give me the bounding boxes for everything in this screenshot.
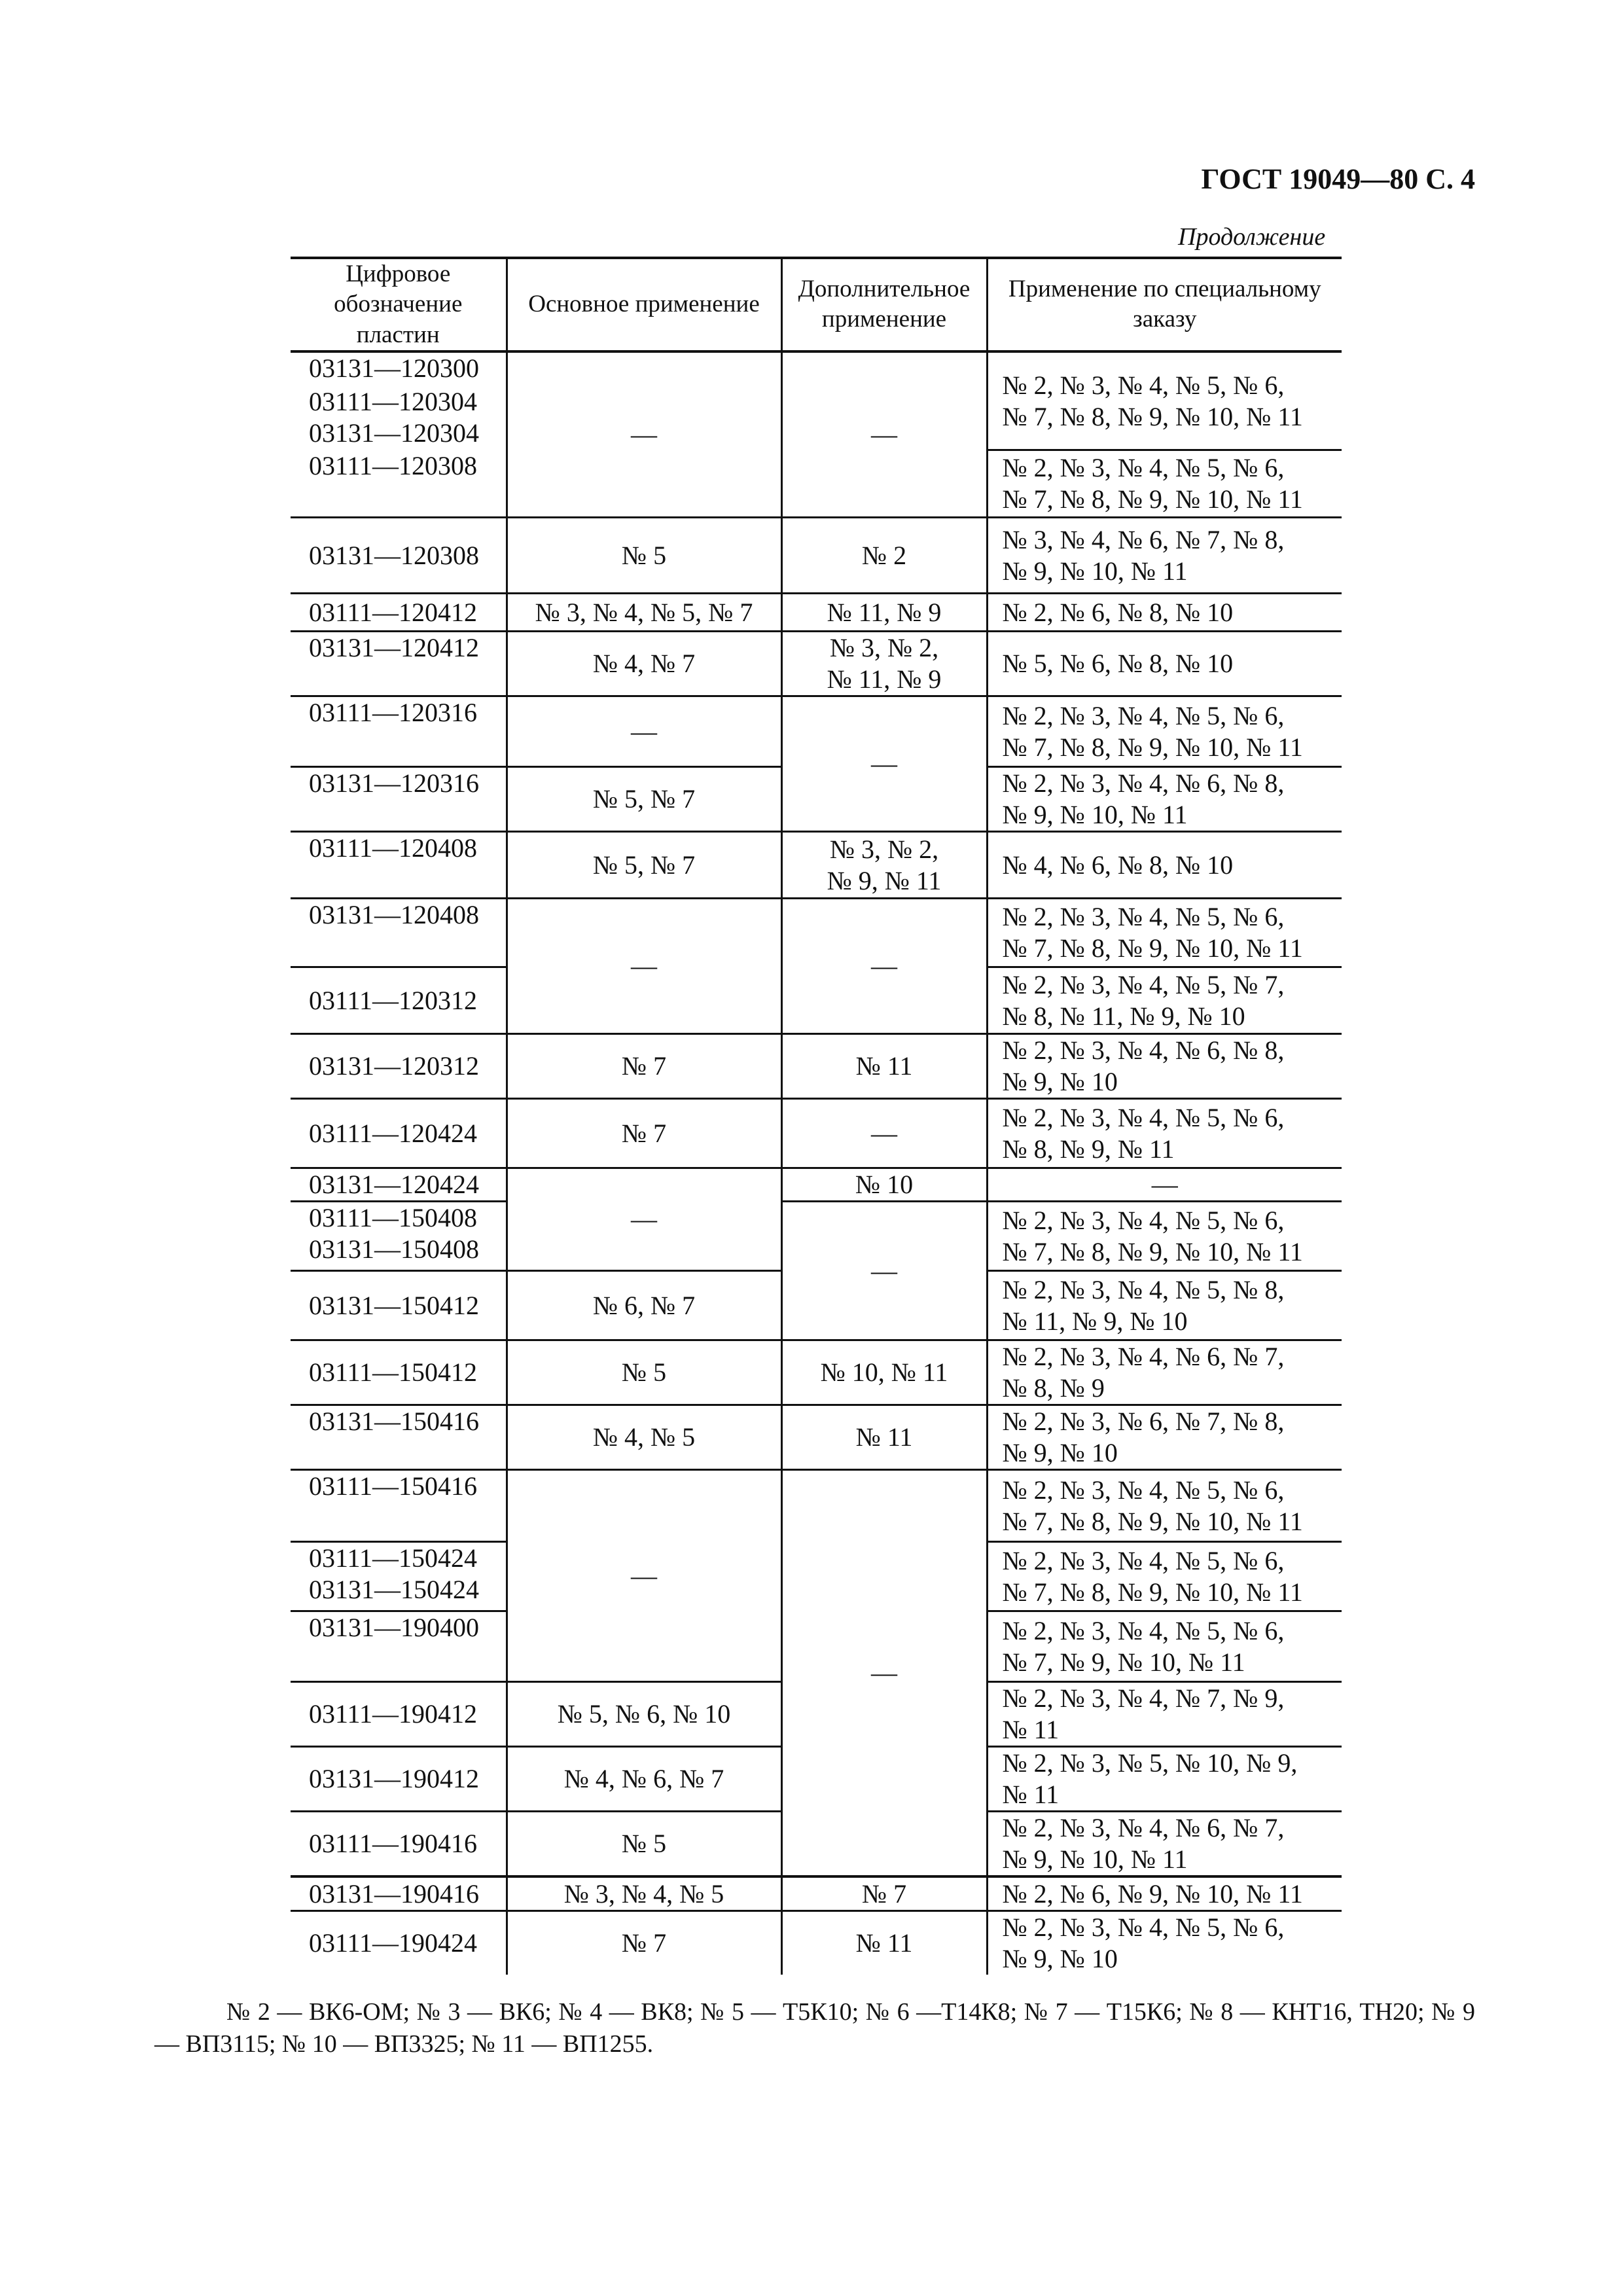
cell-main: № 3, № 4, № 5, № 7 xyxy=(507,594,781,632)
cell-main: № 4, № 7 xyxy=(507,632,781,696)
col-header-additional: Дополнительное применение xyxy=(781,258,987,351)
col-header-code: Цифровое обозначение пластин xyxy=(291,258,507,351)
cell-additional: — xyxy=(781,1470,987,1877)
cell-special: № 2, № 3, № 4, № 6, № 8, № 9, № 10 xyxy=(987,1034,1342,1099)
page-header: ГОСТ 19049—80 С. 4 xyxy=(1201,163,1475,195)
cell-special: № 2, № 3, № 4, № 5, № 6, № 7, № 8, № 9, № 10, № 11 xyxy=(987,351,1342,450)
cell-code: 03111—120424 xyxy=(291,1099,507,1168)
cell-main: № 3, № 4, № 5 xyxy=(507,1876,781,1910)
cell-special: № 2, № 3, № 4, № 5, № 8, № 11, № 9, № 10 xyxy=(987,1271,1342,1340)
cell-code: 03131—120312 xyxy=(291,1034,507,1099)
cell-code: 03111—120308 xyxy=(291,450,507,518)
cell-code: 03111—120412 xyxy=(291,594,507,632)
cell-main: № 7 xyxy=(507,1034,781,1099)
cell-code: 03131—120412 xyxy=(291,632,507,696)
cell-main: — xyxy=(507,1470,781,1682)
cell-main: № 7 xyxy=(507,1099,781,1168)
cell-code: 03111—150412 xyxy=(291,1340,507,1405)
cell-special: № 2, № 3, № 4, № 5, № 6, № 7, № 8, № 9, № 10, № 11 xyxy=(987,1542,1342,1611)
cell-special: № 2, № 3, № 4, № 5, № 6, № 7, № 9, № 10, № 11 xyxy=(987,1611,1342,1682)
cell-code: 03131—150412 xyxy=(291,1271,507,1340)
cell-special: № 2, № 3, № 4, № 5, № 7, № 8, № 11, № 9, № 10 xyxy=(987,967,1342,1034)
cell-additional: № 3, № 2, № 9, № 11 xyxy=(781,832,987,899)
cell-additional: № 2 xyxy=(781,518,987,594)
cell-special: № 2, № 3, № 4, № 5, № 6, № 7, № 8, № 9, № 10, № 11 xyxy=(987,1202,1342,1271)
cell-additional: — xyxy=(781,696,987,832)
cell-special: № 2, № 6, № 8, № 10 xyxy=(987,594,1342,632)
cell-code: 03131—190412 xyxy=(291,1747,507,1812)
cell-additional: № 10, № 11 xyxy=(781,1340,987,1405)
cell-special: № 5, № 6, № 8, № 10 xyxy=(987,632,1342,696)
cell-special: № 2, № 3, № 4, № 7, № 9, № 11 xyxy=(987,1682,1342,1747)
cell-main: — xyxy=(507,351,781,518)
cell-code: 03131—120424 xyxy=(291,1168,507,1202)
cell-code: 03131—120308 xyxy=(291,518,507,594)
cell-main: № 5, № 7 xyxy=(507,767,781,832)
cell-code: 03111—190424 xyxy=(291,1910,507,1975)
cell-main: № 7 xyxy=(507,1910,781,1975)
col-header-special: Применение по специальному заказу xyxy=(987,258,1342,351)
cell-additional: № 3, № 2, № 11, № 9 xyxy=(781,632,987,696)
cell-code: 03131—190400 xyxy=(291,1611,507,1682)
cell-code: 03131—120408 xyxy=(291,899,507,967)
continuation-label: Продолжение xyxy=(1178,223,1326,251)
cell-main: № 4, № 6, № 7 xyxy=(507,1747,781,1812)
cell-special: № 2, № 3, № 6, № 7, № 8, № 9, № 10 xyxy=(987,1405,1342,1470)
cell-special: № 3, № 4, № 6, № 7, № 8, № 9, № 10, № 11 xyxy=(987,518,1342,594)
cell-special: № 2, № 3, № 4, № 5, № 6, № 7, № 8, № 9, № 10, № 11 xyxy=(987,899,1342,967)
cell-code: 03111—150424 03131—150424 xyxy=(291,1542,507,1611)
cell-main: № 5 xyxy=(507,1340,781,1405)
cell-main: № 5, № 7 xyxy=(507,832,781,899)
cell-special: № 2, № 6, № 9, № 10, № 11 xyxy=(987,1876,1342,1910)
cell-additional: — xyxy=(781,351,987,518)
cell-special: № 2, № 3, № 4, № 5, № 6, № 7, № 8, № 9, № 10, № 11 xyxy=(987,696,1342,767)
cell-code: 03111—190412 xyxy=(291,1682,507,1747)
cell-code: 03131—150416 xyxy=(291,1405,507,1470)
cell-additional: № 11 xyxy=(781,1405,987,1470)
cell-special: № 2, № 3, № 4, № 6, № 7, № 9, № 10, № 11 xyxy=(987,1812,1342,1877)
cell-additional: № 11 xyxy=(781,1910,987,1975)
cell-code: 03131—120300 xyxy=(291,351,507,385)
cell-additional: № 11, № 9 xyxy=(781,594,987,632)
grade-legend: № 2 — ВК6-ОМ; № 3 — ВК6; № 4 — ВК8; № 5 — Т5К10; № 6 —Т14К8; № 7 — Т15К6; № 8 — КНТ16, ТН20; № 9 — ВП3115; № 10 — ВП3325; № 11 — ВП1255. xyxy=(154,1998,1475,2058)
cell-special: № 2, № 3, № 4, № 6, № 8, № 9, № 10, № 11 xyxy=(987,767,1342,832)
cell-special: № 2, № 3, № 5, № 10, № 9, № 11 xyxy=(987,1747,1342,1812)
cell-code: 03111—150416 xyxy=(291,1470,507,1542)
cell-additional: — xyxy=(781,1202,987,1340)
cell-main: № 6, № 7 xyxy=(507,1271,781,1340)
col-header-main: Основное применение xyxy=(507,258,781,351)
cell-main: — xyxy=(507,899,781,1034)
cell-additional: № 10 xyxy=(781,1168,987,1202)
cell-additional: — xyxy=(781,899,987,1034)
table-header-row xyxy=(291,258,1342,351)
cell-special: № 2, № 3, № 4, № 5, № 6, № 7, № 8, № 9, № 10, № 11 xyxy=(987,450,1342,518)
cell-code: 03111—120408 xyxy=(291,832,507,899)
cell-additional: № 7 xyxy=(781,1876,987,1910)
cell-code: 03131—120316 xyxy=(291,767,507,832)
cell-additional: № 11 xyxy=(781,1034,987,1099)
cell-main: — xyxy=(507,1168,781,1271)
cell-additional: — xyxy=(781,1099,987,1168)
tool-plates-table xyxy=(291,257,1342,1975)
cell-code: 03111—150408 03131—150408 xyxy=(291,1202,507,1271)
cell-main: — xyxy=(507,696,781,767)
cell-code: 03111—120316 xyxy=(291,696,507,767)
cell-code: 03111—120304 03131—120304 xyxy=(291,385,507,450)
cell-special: № 2, № 3, № 4, № 5, № 6, № 7, № 8, № 9, № 10, № 11 xyxy=(987,1470,1342,1542)
cell-special: — xyxy=(987,1168,1342,1202)
cell-main: № 5 xyxy=(507,1812,781,1877)
cell-main: № 5 xyxy=(507,518,781,594)
cell-special: № 2, № 3, № 4, № 5, № 6, № 8, № 9, № 11 xyxy=(987,1099,1342,1168)
cell-special: № 2, № 3, № 4, № 5, № 6, № 9, № 10 xyxy=(1002,1912,1285,1973)
cell-special: № 4, № 6, № 8, № 10 xyxy=(987,832,1342,899)
cell-code: 03111—120312 xyxy=(291,967,507,1034)
cell-code: 03131—190416 xyxy=(291,1876,507,1910)
cell-main: № 4, № 5 xyxy=(507,1405,781,1470)
cell-code: 03111—190416 xyxy=(291,1812,507,1877)
cell-special: № 2, № 3, № 4, № 6, № 7, № 8, № 9 xyxy=(987,1340,1342,1405)
cell-main: № 5, № 6, № 10 xyxy=(507,1682,781,1747)
